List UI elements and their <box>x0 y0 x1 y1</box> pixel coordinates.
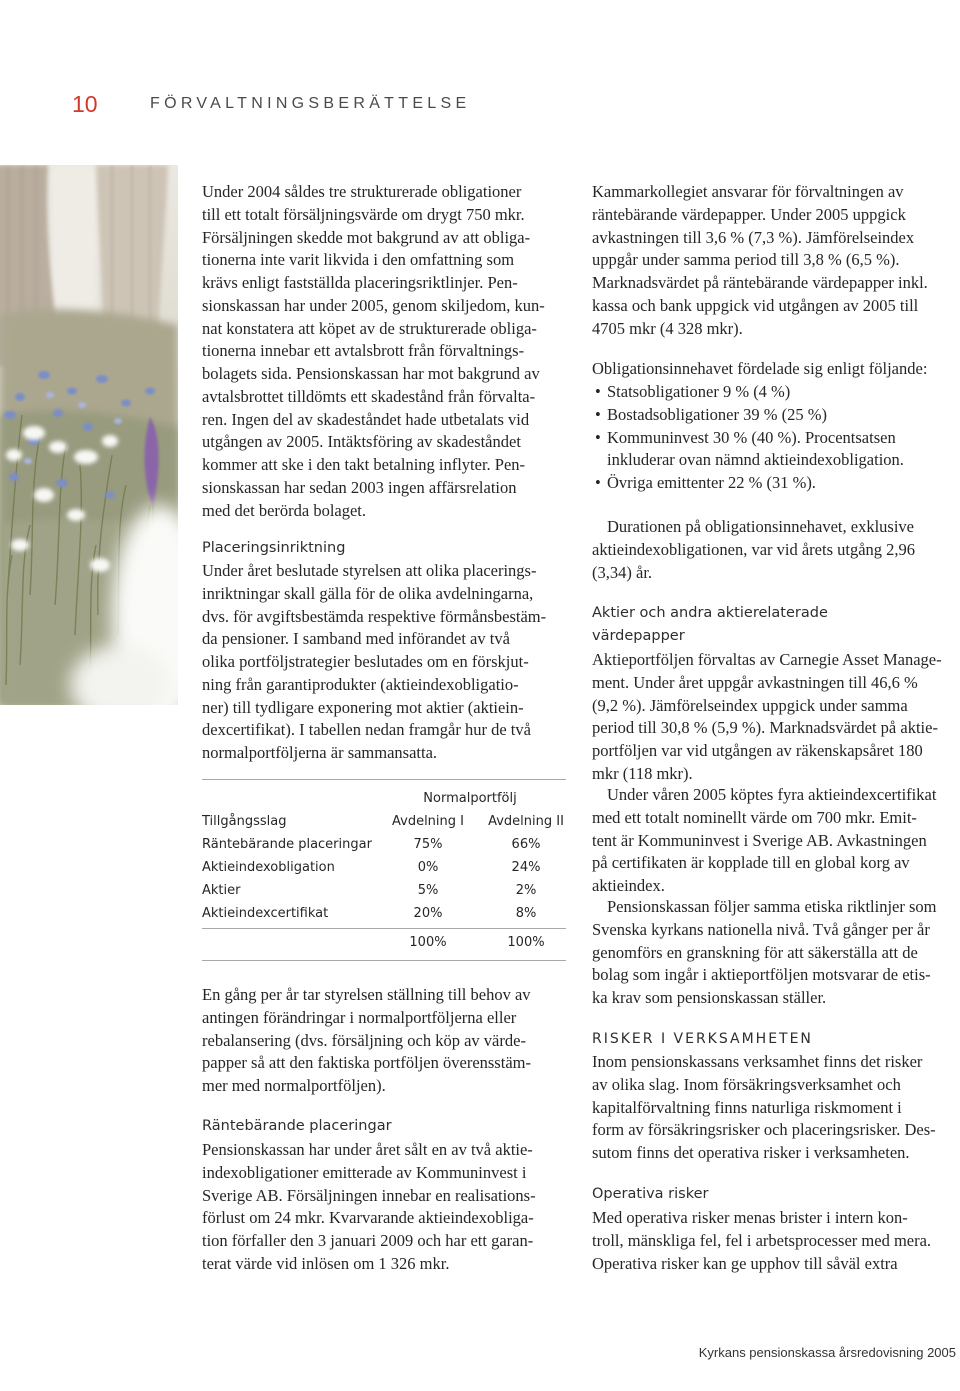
text-line: troll, mänskliga fel, fel i arbetsprocesser med mera. <box>592 1230 932 1250</box>
column-header-avdelning-1: Avdelning I <box>392 814 464 829</box>
text-line: tion förfaller den 3 januari 2009 och har ett garan- <box>202 1231 534 1250</box>
text-line: mkr (118 mkr). <box>592 763 693 783</box>
text-line: Operativa risker kan ge upphov till såväl extra <box>592 1253 898 1273</box>
duration-paragraph <box>592 516 958 584</box>
text-line: Pensionskassan har under året sålt en av två aktie- <box>202 1140 533 1159</box>
placering-paragraph <box>202 560 568 765</box>
total-avdelning-2: 100% <box>507 935 545 950</box>
text-line: sutom finns det operativa risker i verksamheten. <box>592 1143 910 1162</box>
text-line: Med operativa risker menas brister i intern kon- <box>592 1208 908 1227</box>
text-line: Kammarkollegiet ansvarar för förvaltningen av <box>592 182 904 201</box>
avdelning-1-cell: 0% <box>417 860 439 875</box>
text-line: Durationen på obligationsinnehavet, exklusive <box>607 517 915 536</box>
operativa-paragraph <box>592 1207 958 1275</box>
bullet-item <box>592 404 958 427</box>
text-line: Under året beslutade styrelsen att olika placerings- <box>202 561 537 580</box>
heading-line: värdepapper <box>592 627 685 644</box>
avdelning-2-cell: 66% <box>511 837 541 852</box>
text-line: mer med normalportföljen). <box>202 1076 386 1095</box>
intro-paragraph <box>202 181 568 522</box>
text-line: (9,2 %). Jämförelseindex uppgick under samma <box>592 695 908 715</box>
asset-class-cell: Aktieindexcertifikat <box>202 906 329 921</box>
text-line: inriktningar skall gälla för de olika avdelningarna, <box>202 583 534 603</box>
table-row <box>202 835 566 855</box>
asset-class-cell: Räntebärande placeringar <box>202 837 372 852</box>
aktier-paragraph-2 <box>592 784 958 898</box>
text-line: kapitalförvaltning finns naturliga riskmoment i <box>592 1097 902 1117</box>
text-line: räntebärande värdepapper. Under 2005 uppgick <box>592 204 906 224</box>
text-line: på certifikaten är kopplade till en global korg av <box>592 853 910 873</box>
text-line: uppgår under samma period till 3,8 % (6,5 %). <box>592 250 900 270</box>
text-line: till ett totalt försäljningsvärde om drygt 750 mkr. <box>202 204 525 224</box>
bullet-line: • Kommuninvest 30 % (40 %). Procentsatsen <box>592 427 958 450</box>
text-line: Obligationsinnehavet fördelade sig enligt följande: <box>592 359 928 378</box>
heading-aktier <box>592 602 958 648</box>
page-number: 10 <box>72 91 98 117</box>
text-line: ning från garantiprodukter (aktieindexobligatio- <box>202 674 519 694</box>
text-line: En gång per år tar styrelsen ställning till behov av <box>202 985 531 1004</box>
text-line: kommer att ske i den takt betalning inflyter. Pen- <box>202 455 526 474</box>
text-line: dexcertifikat). I tabellen nedan framgår hur de två <box>202 720 531 740</box>
text-line: av olika slag. Inom försäkringsverksamhet och <box>592 1074 901 1094</box>
table-rule-bottom <box>202 960 566 961</box>
text-line: sionskassan har sedan 2003 ingen affärsrelation <box>202 477 517 497</box>
avdelning-2-cell: 8% <box>515 906 537 921</box>
heading-line: Aktier och andra aktierelaterade <box>592 605 828 621</box>
text-line: avkastningen till 3,6 % (7,3 %). Jämförelseindex <box>592 227 915 247</box>
risker-paragraph <box>592 1051 958 1165</box>
text-line: period till 30,8 % (5,9 %). Marknadsvärdet på aktie- <box>592 718 938 738</box>
heading-rantebarande-placeringar: Räntebärande placeringar <box>202 1118 392 1134</box>
text-line: normalportföljerna är sammansatta. <box>202 743 438 762</box>
avdelning-2-cell: 2% <box>515 883 537 898</box>
text-line: aktieindex. <box>592 876 665 895</box>
text-line: Sverige AB. Försäljningen innebar en realisations- <box>202 1185 536 1205</box>
rebalansering-paragraph <box>202 984 568 1098</box>
table-rule-top <box>202 779 566 780</box>
obligations-intro <box>592 358 958 381</box>
table-totals-row <box>202 933 566 953</box>
text-line: Aktieportföljen förvaltas av Carnegie Asset Manage- <box>592 650 942 669</box>
bullet-item <box>592 381 958 404</box>
column-header-avdelning-2: Avdelning II <box>488 814 564 829</box>
bullet-line: • Bostadsobligationer 39 % (25 %) <box>592 404 958 427</box>
table-row <box>202 904 566 924</box>
text-line: dvs. för avgiftsbestämda respektive förmånsbestäm- <box>202 606 547 626</box>
text-line: ner) till tydligare exponering mot aktier (aktiein- <box>202 697 524 717</box>
asset-class-cell: Aktier <box>202 883 241 898</box>
crocus-photo <box>0 165 178 705</box>
bullet-line: • Statsobligationer 9 % (4 %) <box>592 381 958 404</box>
aktier-paragraph-1 <box>592 649 958 786</box>
asset-class-cell: Aktieindexobligation <box>202 860 335 875</box>
text-line: Pensionskassan följer samma etiska riktlinjer som <box>607 897 937 916</box>
text-line: krävs enligt fastställda placeringsriktlinjer. Pen- <box>202 273 518 292</box>
text-line: kassa och bank uppgick vid utgången av 2005 till <box>592 295 919 315</box>
table-group-header: Normalportfölj <box>423 791 517 806</box>
text-line: ren. Ingen del av skadeståndet hade utbetalats vid <box>202 409 530 429</box>
table-row <box>202 881 566 901</box>
text-line: utgången av 2005. Intäktsföring av skadeståndet <box>202 432 521 452</box>
text-line: med det berörda bolaget. <box>202 500 367 520</box>
normal-portfolio-table <box>202 779 566 965</box>
text-line: sionskassan har under 2005, genom skiljedom, kun- <box>202 295 545 315</box>
section-title: FÖRVALTNINGSBERÄTTELSE <box>150 95 471 112</box>
text-line: aktieindexobligationen, var vid årets utgång 2,96 <box>592 539 916 559</box>
text-line: Försäljningen skedde mot bakgrund av att obliga- <box>202 227 531 247</box>
text-line: portföljen var vid utgången av räkenskapsåret 180 <box>592 741 923 760</box>
aktier-paragraph-3 <box>592 896 958 1010</box>
text-line: avtalsbrottet tilldömts ett skadestånd från förvalta- <box>202 386 536 406</box>
text-line: (3,34) år. <box>592 562 653 582</box>
table-rule-middle <box>202 928 566 929</box>
text-line: olika portföljstrategier beslutades om en förskjut- <box>202 652 529 671</box>
total-avdelning-1: 100% <box>409 935 447 950</box>
text-line: bolagets sida. Pensionskassan har mot bakgrund av <box>202 364 540 383</box>
heading-operativa-risker: Operativa risker <box>592 1186 709 1202</box>
text-line: rebalansering (dvs. försäljning och köp av värde- <box>202 1030 526 1050</box>
footer-publication-title: Kyrkans pensionskassa årsredovisning 2005 <box>698 1345 956 1360</box>
text-line: indexobligationer emitterade av Kommuninvest i <box>202 1162 527 1182</box>
obligations-bullet-list <box>592 381 958 495</box>
text-line: Svenska kyrkans nationella nivå. Två gånger per år <box>592 919 930 939</box>
text-line: antingen förändringar i normalportföljerna eller <box>202 1007 517 1027</box>
bullet-line: inkluderar ovan nämnd aktieindexobligation. <box>607 450 904 470</box>
column-header-asset-class: Tillgångsslag <box>202 814 287 829</box>
text-line: tionerna inte varit likvida i den omfattning som <box>202 250 515 270</box>
text-line: da pensioner. I samband med införandet av två <box>202 629 510 649</box>
rantebarande-paragraph <box>202 1139 568 1276</box>
heading-placeringsinriktning: Placeringsinriktning <box>202 540 346 556</box>
table-row <box>202 858 566 878</box>
text-line: bolag som ingår i aktieportföljen motsvarar de etis- <box>592 965 931 985</box>
text-line: förlust om 24 mkr. Kvarvarande aktieindexobliga- <box>202 1208 534 1228</box>
avdelning-1-cell: 20% <box>413 906 443 921</box>
text-line: genomförs en granskning för att säkerställa att de <box>592 942 918 962</box>
text-line: tionerna innebar ett avtalsbrott från förvaltnings- <box>202 341 525 361</box>
text-line: ment. Under året uppgår avkastningen till 46,6 % <box>592 672 918 692</box>
avdelning-2-cell: 24% <box>511 860 541 875</box>
text-line: ka krav som pensionskassan ställer. <box>592 988 827 1007</box>
text-line: nat konstatera att köpet av de strukturerade obliga- <box>202 318 537 338</box>
text-line: form av försäkringsrisker och placeringsrisker. Des- <box>592 1120 936 1140</box>
text-line: Marknadsvärdet på räntebärande värdepapper inkl. <box>592 273 928 292</box>
avdelning-1-cell: 75% <box>413 837 443 852</box>
heading-risker-i-verksamheten: RISKER I VERKSAMHETEN <box>592 1031 813 1047</box>
bullet-item <box>592 427 958 473</box>
text-line: med ett totalt nominellt värde om 700 mkr. Emit- <box>592 807 917 827</box>
bullet-item <box>592 472 958 495</box>
bullet-line: • Övriga emittenter 22 % (31 %). <box>592 472 958 495</box>
text-line: tent är Kommuninvest i Sverige AB. Avkastningen <box>592 830 927 850</box>
table-header-row <box>202 812 566 832</box>
text-line: papper så att den faktiska portföljen överensstäm- <box>202 1053 531 1073</box>
text-line: Under 2004 såldes tre strukturerade obligationer <box>202 182 522 201</box>
text-line: 4705 mkr (4 328 mkr). <box>592 318 743 338</box>
kammarkollegiet-paragraph <box>592 181 958 340</box>
avdelning-1-cell: 5% <box>417 883 439 898</box>
text-line: Under våren 2005 köptes fyra aktieindexcertifikat <box>607 785 937 804</box>
text-line: terat värde vid inlösen om 1 326 mkr. <box>202 1253 450 1273</box>
text-line: Inom pensionskassans verksamhet finns det risker <box>592 1052 923 1071</box>
